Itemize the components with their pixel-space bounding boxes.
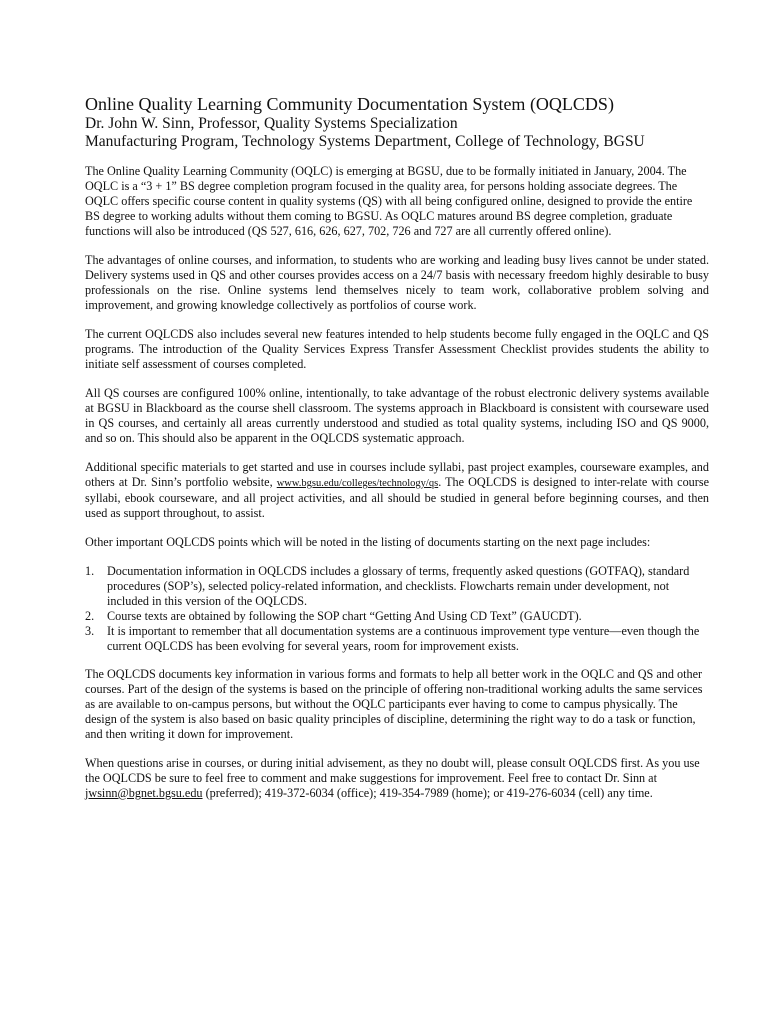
paragraph-advantages: The advantages of online courses, and information, to students who are working and leading busy lives cannot be under stated. Delivery systems used in QS and other courses provides access on a 24/7 basis with necessary freedom highly desirable to busy professionals on the rise. Online systems lend themselves nicely to team work, collaborative problem solving and improvement, and growing knowledge collectively as portfolios of course work. [85,253,709,312]
list-item [85,564,709,609]
list-item [85,624,709,654]
paragraph-contact-text: When questions arise in courses, or during initial advisement, as they no doubt will, please consult OQLCDS first. As you use the OQLCDS be sure to feel free to comment and make suggestions for improvement. Feel free to contact Dr. Sinn at [85,756,700,785]
document-title: Online Quality Learning Community Documentation System (OQLCDS) [85,94,614,114]
portfolio-website-link[interactable]: www.bgsu.edu/colleges/technology/qs [276,478,439,489]
paragraph-materials [85,460,709,521]
affiliation-line: Manufacturing Program, Technology Systems Department, College of Technology, BGSU [85,133,645,150]
list-item-number: 1. [85,564,95,578]
paragraph-new-features: The current OQLCDS also includes several new features intended to help students become fully engaged in the OQLC and QS programs. The introduction of the Quality Services Express Transfer Assessment Checklist provides students the ability to initiate self assessment of courses completed. [85,327,709,371]
paragraph-intro: The Online Quality Learning Community (OQLC) is emerging at BGSU, due to be formally initiated in January, 2004. The OQLC is a “3 + 1” BS degree completion program focused in the quality area, for persons holding associate degrees. The OQLC offers specific course content in quality systems (QS) with all being configured online, designed to provide the entire BS degree to working adults without them coming to BGSU. As OQLC matures around BS degree completion, graduate functions will also be introduced (QS 527, 616, 626, 627, 702, 726 and 727 are all currently offered online). [85,164,693,238]
paragraph-blackboard: All QS courses are configured 100% online, intentionally, to take advantage of the robust electronic delivery systems available at BGSU in Blackboard as the course shell classroom. The systems approach in Blackboard is consistent with courseware used in QS courses, and certainly all areas currently understood and studied as total quality systems, including ISO and QS 9000, and so on. This should also be apparent in the OQLCDS systematic approach. [85,386,709,445]
list-item-number: 3. [85,624,95,638]
author-line: Dr. John W. Sinn, Professor, Quality Systems Specialization [85,115,458,132]
paragraph-design: The OQLCDS documents key information in various forms and formats to help all better work in the OQLC and QS and other courses. Part of the design of the systems is based on the principle of offering non-traditional working adults the same services as are available to on-campus persons, but without the OQLC participants ever having to come to campus physically. The design of the system is also based on basic quality principles of discipline, determining the right way to do a task or function, and then writing it down for improvement. [85,667,703,741]
list-item-text: Documentation information in OQLCDS includes a glossary of terms, frequently asked questions (GOTFAQ), standard procedures (SOP’s), selected policy-related information, and checklists. Flowcharts remain under development, not included in this version of the OQLCDS. [107,564,690,608]
paragraph-contact-text-end: (preferred); 419-372-6034 (office); 419-354-7989 (home); or 419-276-6034 (cell) any time. [202,786,653,800]
paragraph-materials-text-end: . The OQLCDS is designed to inter-relate with course syllabi, ebook courseware, and all project activities, and all should be studied in general before beginning courses, and then used as support throughout, to assist. [85,475,709,520]
list-item-text: It is important to remember that all documentation systems are a continuous improvement type venture—even though the current OQLCDS has been evolving for several years, room for improvement exists. [107,624,700,653]
list-item-number: 2. [85,609,95,623]
paragraph-contact [85,756,709,801]
paragraph-materials-text: Additional specific materials to get started and use in courses include syllabi, past project examples, courseware examples, and others at Dr. Sinn’s portfolio website, [85,460,709,489]
document-body [85,164,709,815]
paragraph-points-intro: Other important OQLCDS points which will be noted in the listing of documents starting on the next page includes: [85,535,651,549]
points-list [85,564,709,654]
list-item-text: Course texts are obtained by following the SOP chart “Getting And Using CD Text” (GAUCDT). [107,609,582,623]
list-item [85,609,709,624]
email-link[interactable]: jwsinn@bgnet.bgsu.edu [85,786,203,800]
